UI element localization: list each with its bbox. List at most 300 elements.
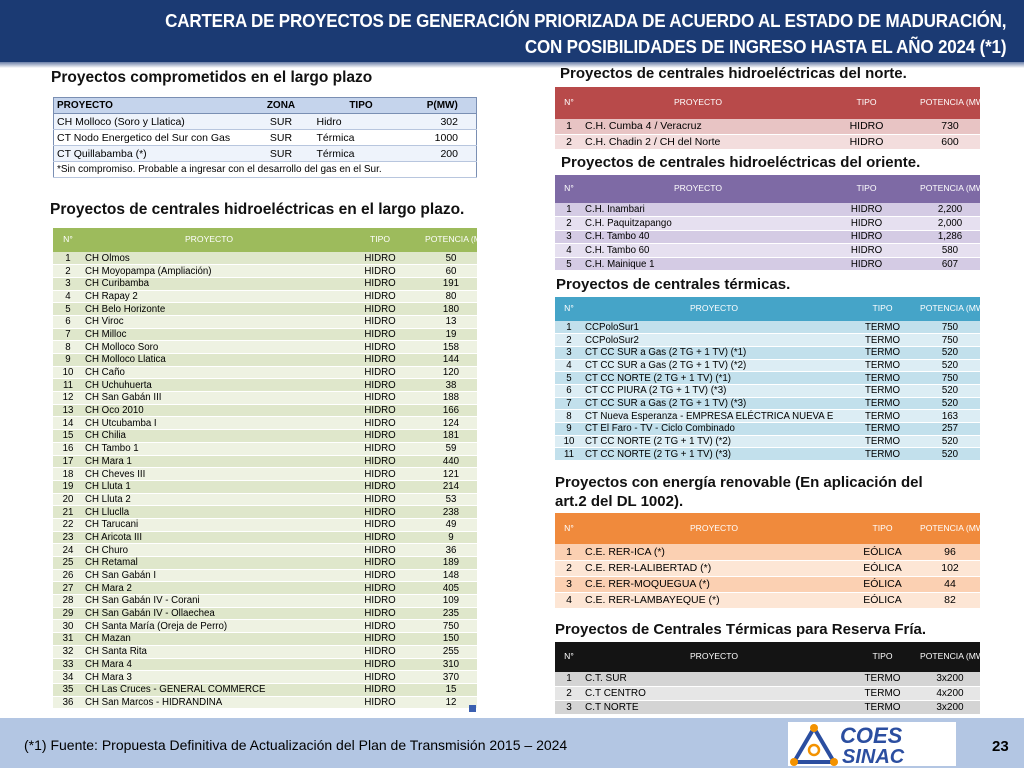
table-cell: TERMO: [845, 435, 920, 448]
table-row: [53, 531, 477, 544]
table-row: [53, 518, 477, 531]
table-resize-handle: [469, 705, 476, 712]
table-cell: HIDRO: [335, 671, 425, 684]
table-cell: 520: [920, 435, 980, 448]
table-cell: 1,286: [920, 230, 980, 244]
table-cell: C.E. RER-MOQUEGUA (*): [583, 576, 845, 592]
table-cell: EÓLICA: [845, 544, 920, 560]
east-title: Proyectos de centrales hidroeléctricas del oriente.: [561, 154, 921, 171]
table-cell: 440: [425, 455, 477, 468]
table-row: [53, 633, 477, 646]
table-cell: 27: [53, 582, 83, 595]
table-cell: CH Oco 2010: [83, 404, 335, 417]
table-row: [555, 672, 980, 686]
table-cell: 12: [53, 392, 83, 405]
table-row: [53, 607, 477, 620]
table-row: [53, 417, 477, 430]
table-cell: CH Las Cruces - GENERAL COMMERCE: [83, 683, 335, 696]
col-header: TIPO: [845, 642, 920, 672]
table-cell: 2: [555, 334, 583, 347]
table-cell: 302: [409, 114, 477, 130]
table-cell: HIDRO: [335, 392, 425, 405]
table-cell: HIDRO: [335, 683, 425, 696]
table-row: [53, 645, 477, 658]
table-cell: 9: [53, 354, 83, 367]
table-cell: C.H. Paquitzapango: [583, 217, 813, 231]
thermal-table: [555, 297, 987, 461]
table-row: [53, 341, 477, 354]
table-cell: 520: [920, 384, 980, 397]
table-cell: 49: [425, 518, 477, 531]
renewable-title-line-1: Proyectos con energía renovable (En aplicación del: [555, 474, 923, 491]
table-cell: TERMO: [845, 359, 920, 372]
table-cell: 6: [555, 384, 583, 397]
table-cell: 4x200: [920, 686, 980, 700]
table-cell: HIDRO: [335, 442, 425, 455]
table-cell: CH Lluta 1: [83, 480, 335, 493]
table-cell: CT CC SUR a Gas (2 TG + 1 TV) (*3): [583, 397, 845, 410]
table-row: [53, 303, 477, 316]
table-cell: 8: [555, 410, 583, 423]
table-cell: 150: [425, 633, 477, 646]
table-cell: HIDRO: [335, 379, 425, 392]
table-cell: HIDRO: [813, 217, 920, 231]
table-header-row: [555, 297, 980, 321]
table-cell: 38: [425, 379, 477, 392]
table-cell: CT CC PIURA (2 TG + 1 TV) (*3): [583, 384, 845, 397]
table-cell: 15: [425, 683, 477, 696]
table-cell: 32: [53, 645, 83, 658]
table-cell: 200: [409, 146, 477, 162]
table-cell: SUR: [249, 146, 314, 162]
north-table: [555, 87, 987, 150]
table-cell: CH Mazan: [83, 633, 335, 646]
table-cell: HIDRO: [335, 506, 425, 519]
table-note: *Sin compromiso. Probable a ingresar con el desarrollo del gas en el Sur.: [54, 162, 477, 178]
table-row: [53, 404, 477, 417]
table-cell: 3: [555, 576, 583, 592]
table-row: [555, 423, 980, 436]
col-header: N°: [53, 228, 83, 252]
table-cell: 12: [425, 696, 477, 709]
table-row: [53, 683, 477, 696]
page-title-line-2: CON POSIBILIDADES DE INGRESO HASTA EL AÑO 2024 (*1): [524, 36, 1006, 57]
table-cell: 191: [425, 277, 477, 290]
logo-text-top: COES: [840, 723, 903, 748]
col-header: TIPO: [813, 175, 920, 203]
table-cell: 4: [555, 359, 583, 372]
table-cell: 25: [53, 557, 83, 570]
table-cell: CT Nueva Esperanza - EMPRESA ELÉCTRICA NUEVA E: [583, 410, 845, 423]
table-row: [555, 686, 980, 700]
table-row: [53, 557, 477, 570]
col-header: POTENCIA (MW): [920, 297, 980, 321]
table-cell: 10: [53, 366, 83, 379]
table-cell: 4: [555, 244, 583, 258]
table-cell: HIDRO: [335, 277, 425, 290]
table-row: [555, 435, 980, 448]
table-cell: HIDRO: [335, 569, 425, 582]
table-cell: 607: [920, 257, 980, 271]
table-row: [53, 658, 477, 671]
table-cell: 82: [920, 592, 980, 608]
table-cell: CT CC NORTE (2 TG + 1 TV) (*2): [583, 435, 845, 448]
table-cell: HIDRO: [335, 518, 425, 531]
table-row: [53, 442, 477, 455]
table-cell: 163: [920, 410, 980, 423]
north-title: Proyectos de centrales hidroeléctricas del norte.: [560, 65, 907, 82]
table-row: [54, 130, 477, 146]
table-row: [555, 230, 980, 244]
table-cell: HIDRO: [335, 696, 425, 709]
longterm-table: [53, 228, 492, 709]
table-cell: HIDRO: [335, 595, 425, 608]
col-header: TIPO: [813, 87, 920, 119]
table-cell: 124: [425, 417, 477, 430]
table-cell: 238: [425, 506, 477, 519]
table-cell: 19: [425, 328, 477, 341]
table-cell: 181: [425, 430, 477, 443]
table-cell: 13: [425, 315, 477, 328]
table-cell: 3: [555, 346, 583, 359]
table-cell: CH Santa María (Oreja de Perro): [83, 620, 335, 633]
table-cell: CH Tambo 1: [83, 442, 335, 455]
col-header: PROYECTO: [583, 87, 813, 119]
table-cell: CH Molloco Soro: [83, 341, 335, 354]
col-header: N°: [555, 297, 583, 321]
table-cell: 9: [425, 531, 477, 544]
table-cell: TERMO: [845, 423, 920, 436]
table-cell: HIDRO: [335, 366, 425, 379]
table-cell: CH Belo Horizonte: [83, 303, 335, 316]
table-cell: 3: [53, 277, 83, 290]
table-cell: HIDRO: [813, 119, 920, 134]
col-header: TIPO: [845, 513, 920, 544]
table-cell: HIDRO: [335, 582, 425, 595]
table-cell: CH Lluclla: [83, 506, 335, 519]
table-cell: 19: [53, 480, 83, 493]
page-title-line-1: CARTERA DE PROYECTOS DE GENERACIÓN PRIORIZADA DE ACUERDO AL ESTADO DE MADURACIÓN,: [164, 10, 1006, 31]
table-cell: HIDRO: [335, 252, 425, 265]
committed-table: [53, 97, 477, 178]
col-header: POTENCIA (MW): [920, 87, 980, 119]
col-header: N°: [555, 513, 583, 544]
table-cell: 6: [53, 315, 83, 328]
table-cell: SUR: [249, 130, 314, 146]
table-cell: CH San Gabán IV - Corani: [83, 595, 335, 608]
table-cell: 5: [555, 257, 583, 271]
col-header: POTENCIA (MW): [920, 642, 980, 672]
table-cell: CH San Gabán III: [83, 392, 335, 405]
table-cell: 44: [920, 576, 980, 592]
table-row: [53, 252, 477, 265]
col-header: N°: [555, 642, 583, 672]
table-cell: CT Nodo Energetico del Sur con Gas: [54, 130, 249, 146]
table-row: [54, 114, 477, 130]
table-cell: TERMO: [845, 448, 920, 461]
table-cell: 23: [53, 531, 83, 544]
table-cell: CH Chilia: [83, 430, 335, 443]
table-row: [555, 448, 980, 461]
table-cell: CH Molloco Llatica: [83, 354, 335, 367]
table-cell: 750: [425, 620, 477, 633]
table-cell: EÓLICA: [845, 560, 920, 576]
table-cell: C.H. Cumba 4 / Veracruz: [583, 119, 813, 134]
table-cell: 188: [425, 392, 477, 405]
table-cell: 520: [920, 346, 980, 359]
table-row: [53, 354, 477, 367]
table-cell: 11: [53, 379, 83, 392]
table-row: [555, 384, 980, 397]
table-cell: CH Mara 2: [83, 582, 335, 595]
table-cell: 1: [555, 203, 583, 217]
table-cell: HIDRO: [335, 468, 425, 481]
table-row: [53, 506, 477, 519]
col-header: TIPO: [335, 228, 425, 252]
table-cell: HIDRO: [335, 544, 425, 557]
table-cell: TERMO: [845, 372, 920, 385]
table-cell: 1: [555, 544, 583, 560]
table-cell: 730: [920, 119, 980, 134]
table-row: [53, 544, 477, 557]
table-cell: HIDRO: [813, 230, 920, 244]
col-header: POTENCIA (MW): [425, 228, 477, 252]
table-cell: 28: [53, 595, 83, 608]
table-cell: CH Molloco (Soro y Llatica): [54, 114, 249, 130]
cold-reserve-table: [555, 642, 987, 715]
table-row: [555, 544, 980, 560]
table-cell: CCPoloSur2: [583, 334, 845, 347]
col-header: PROYECTO: [583, 175, 813, 203]
table-cell: TERMO: [845, 334, 920, 347]
table-cell: CT CC SUR a Gas (2 TG + 1 TV) (*1): [583, 346, 845, 359]
table-cell: CH Caño: [83, 366, 335, 379]
table-cell: Hidro: [314, 114, 409, 130]
table-row: [555, 372, 980, 385]
table-cell: 11: [555, 448, 583, 461]
table-cell: EÓLICA: [845, 592, 920, 608]
table-cell: 2: [555, 560, 583, 576]
table-cell: CH Olmos: [83, 252, 335, 265]
table-row: [53, 696, 477, 709]
table-row: [53, 379, 477, 392]
table-cell: HIDRO: [335, 658, 425, 671]
table-row: [53, 468, 477, 481]
table-cell: 166: [425, 404, 477, 417]
table-row: [53, 328, 477, 341]
table-cell: TERMO: [845, 397, 920, 410]
table-cell: 60: [425, 265, 477, 278]
cold-reserve-title: Proyectos de Centrales Térmicas para Reserva Fría.: [555, 621, 927, 638]
col-header: PROYECTO: [583, 642, 845, 672]
table-cell: HIDRO: [335, 531, 425, 544]
table-cell: 750: [920, 372, 980, 385]
table-cell: 1000: [409, 130, 477, 146]
table-cell: 35: [53, 683, 83, 696]
col-header: POTENCIA (MW): [920, 513, 980, 544]
table-row: [53, 366, 477, 379]
table-cell: 13: [53, 404, 83, 417]
table-row: [555, 410, 980, 423]
table-cell: 520: [920, 448, 980, 461]
table-cell: 3: [555, 700, 583, 714]
table-cell: HIDRO: [335, 265, 425, 278]
table-cell: C.T. SUR: [583, 672, 845, 686]
table-cell: C.H. Chadin 2 / CH del Norte: [583, 134, 813, 149]
table-cell: HIDRO: [813, 244, 920, 258]
table-cell: HIDRO: [813, 257, 920, 271]
table-cell: 109: [425, 595, 477, 608]
table-row: [555, 119, 980, 134]
table-cell: CH Retamal: [83, 557, 335, 570]
table-row: [555, 592, 980, 608]
table-cell: 33: [53, 658, 83, 671]
table-cell: Térmica: [314, 130, 409, 146]
table-cell: C.T CENTRO: [583, 686, 845, 700]
table-cell: C.H. Tambo 40: [583, 230, 813, 244]
table-cell: 148: [425, 569, 477, 582]
table-cell: 59: [425, 442, 477, 455]
table-row: [555, 397, 980, 410]
longterm-title: Proyectos de centrales hidroeléctricas en el largo plazo.: [50, 201, 465, 218]
table-row: [555, 560, 980, 576]
table-cell: 1: [555, 321, 583, 334]
table-cell: CH San Marcos - HIDRANDINA: [83, 696, 335, 709]
table-cell: C.H. Tambo 60: [583, 244, 813, 258]
thermal-title: Proyectos de centrales térmicas.: [556, 276, 791, 293]
table-row: [555, 359, 980, 372]
table-cell: CH San Gabán IV - Ollaechea: [83, 607, 335, 620]
table-cell: 24: [53, 544, 83, 557]
table-cell: 255: [425, 645, 477, 658]
table-cell: TERMO: [845, 700, 920, 714]
table-cell: HIDRO: [335, 430, 425, 443]
table-cell: CH Mara 1: [83, 455, 335, 468]
table-cell: 1: [53, 252, 83, 265]
table-row: [555, 700, 980, 714]
table-row: [555, 134, 980, 149]
table-cell: 7: [555, 397, 583, 410]
table-cell: 750: [920, 321, 980, 334]
table-row: [555, 217, 980, 231]
table-cell: CH Curibamba: [83, 277, 335, 290]
table-cell: 36: [53, 696, 83, 709]
table-cell: CH Milloc: [83, 328, 335, 341]
table-cell: 21: [53, 506, 83, 519]
logo-icon: [788, 722, 956, 766]
col-header: POTENCIA (MW): [920, 175, 980, 203]
table-cell: TERMO: [845, 686, 920, 700]
table-cell: SUR: [249, 114, 314, 130]
table-cell: 8: [53, 341, 83, 354]
table-cell: C.E. RER-ICA (*): [583, 544, 845, 560]
table-header-row: [555, 513, 980, 544]
table-cell: 10: [555, 435, 583, 448]
table-cell: HIDRO: [335, 480, 425, 493]
renewable-table: [555, 513, 987, 609]
table-cell: 3x200: [920, 700, 980, 714]
table-header-row: [555, 87, 980, 119]
table-row: [555, 576, 980, 592]
table-row: [555, 321, 980, 334]
table-cell: CH Utcubamba I: [83, 417, 335, 430]
col-header: PROYECTO: [583, 297, 845, 321]
table-cell: CT CC NORTE (2 TG + 1 TV) (*1): [583, 372, 845, 385]
table-cell: HIDRO: [335, 633, 425, 646]
table-cell: 750: [920, 334, 980, 347]
table-cell: CH Moyopampa (Ampliación): [83, 265, 335, 278]
table-cell: 5: [555, 372, 583, 385]
table-cell: 96: [920, 544, 980, 560]
table-row: [53, 265, 477, 278]
table-cell: TERMO: [845, 410, 920, 423]
table-cell: 370: [425, 671, 477, 684]
table-cell: 180: [425, 303, 477, 316]
table-cell: TERMO: [845, 346, 920, 359]
table-cell: 3: [555, 230, 583, 244]
table-cell: 17: [53, 455, 83, 468]
east-table: [555, 175, 987, 271]
table-row: [53, 620, 477, 633]
table-cell: HIDRO: [335, 328, 425, 341]
table-cell: 2: [555, 134, 583, 149]
table-row: [53, 392, 477, 405]
table-cell: 2: [555, 217, 583, 231]
table-cell: 235: [425, 607, 477, 620]
table-row: [53, 582, 477, 595]
table-cell: CT Quillabamba (*): [54, 146, 249, 162]
table-cell: HIDRO: [335, 417, 425, 430]
table-note-row: [54, 162, 477, 178]
table-row: [53, 315, 477, 328]
table-row: [53, 493, 477, 506]
table-cell: HIDRO: [335, 315, 425, 328]
table-row: [54, 146, 477, 162]
table-cell: CH Aricota III: [83, 531, 335, 544]
table-row: [53, 595, 477, 608]
table-cell: Térmica: [314, 146, 409, 162]
table-row: [53, 277, 477, 290]
table-cell: CT CC NORTE (2 TG + 1 TV) (*3): [583, 448, 845, 461]
table-row: [555, 203, 980, 217]
col-header: P(MW): [409, 98, 477, 114]
col-header: TIPO: [314, 98, 409, 114]
table-cell: 3x200: [920, 672, 980, 686]
table-cell: HIDRO: [813, 203, 920, 217]
table-cell: 121: [425, 468, 477, 481]
table-cell: 31: [53, 633, 83, 646]
table-cell: 1: [555, 672, 583, 686]
table-cell: 214: [425, 480, 477, 493]
table-cell: 310: [425, 658, 477, 671]
table-cell: 53: [425, 493, 477, 506]
table-row: [53, 455, 477, 468]
col-header: ZONA: [249, 98, 314, 114]
col-header: TIPO: [845, 297, 920, 321]
table-row: [53, 290, 477, 303]
table-row: [53, 671, 477, 684]
table-cell: CH Churo: [83, 544, 335, 557]
table-cell: CH Tarucani: [83, 518, 335, 531]
table-cell: CH Mara 3: [83, 671, 335, 684]
table-cell: HIDRO: [335, 303, 425, 316]
col-header: PROYECTO: [583, 513, 845, 544]
table-cell: 16: [53, 442, 83, 455]
table-row: [53, 430, 477, 443]
table-cell: 50: [425, 252, 477, 265]
table-cell: 158: [425, 341, 477, 354]
table-cell: CCPoloSur1: [583, 321, 845, 334]
